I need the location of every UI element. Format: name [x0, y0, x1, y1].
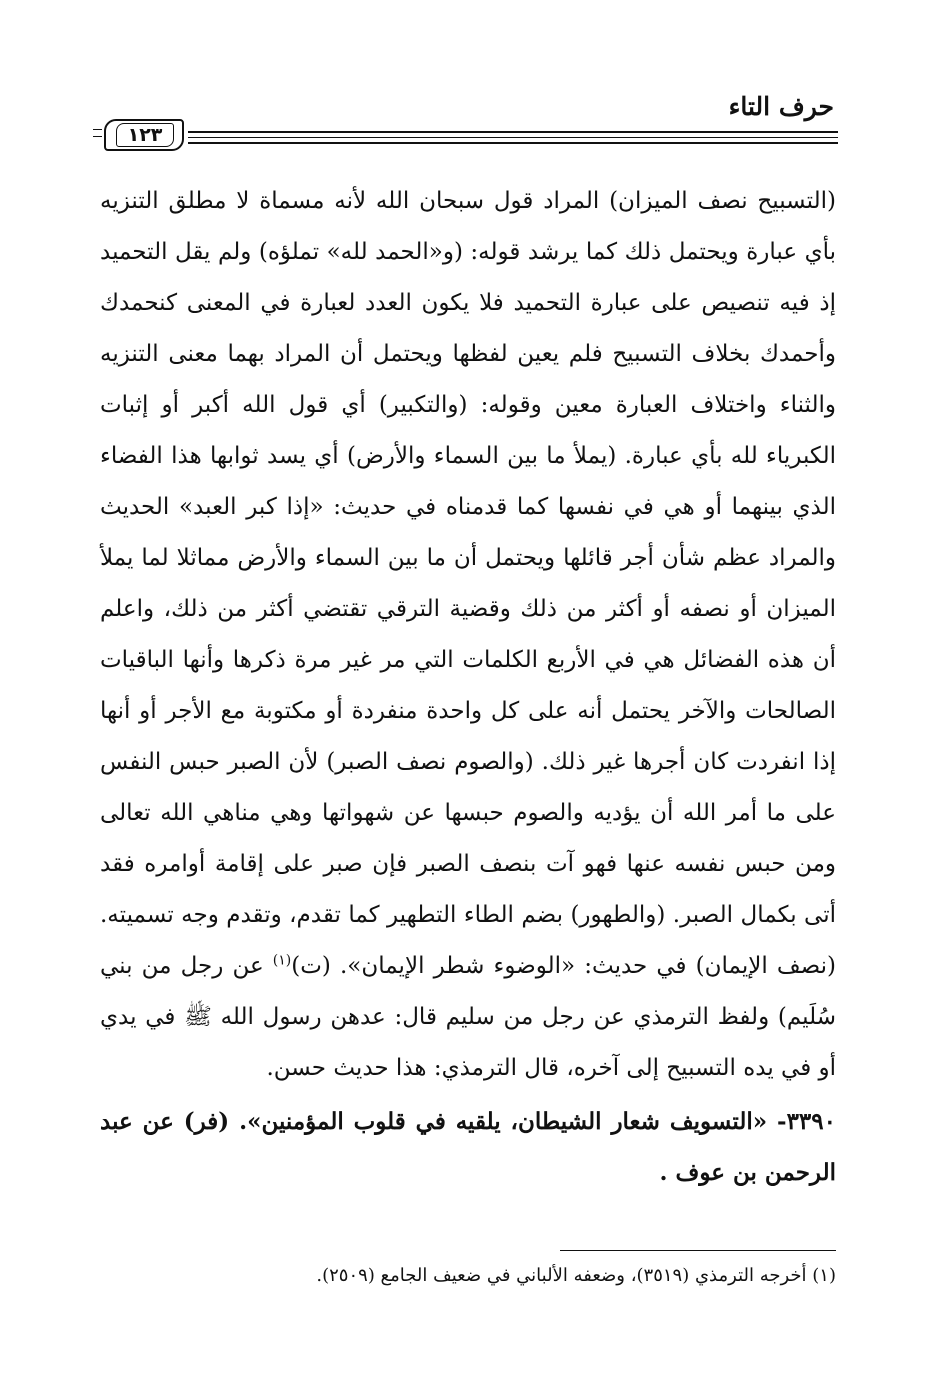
page-number: ١٢٣: [116, 123, 174, 147]
footnote-rule: [560, 1250, 836, 1251]
frame-tick-left-lower: [93, 136, 102, 137]
footnote: (١) أخرجه الترمذي (٣٥١٩)، وضعفه الألباني في ضعيف الجامع (٢٥٠٩).: [316, 1265, 836, 1286]
footnote-reference: (١): [272, 952, 292, 969]
commentary-text-tail: عن رجل من بني سُلَيم) ولفظ الترمذي عن رجل من سليم قال: عدهن رسول الله ﷺ في يدي أو في يده التسبيح إلى آخره، قال الترمذي: هذا حديث حسن.: [100, 953, 836, 1081]
frame-tick-left: [93, 129, 102, 130]
hadith-entry: ٣٣٩٠- «التسويف شعار الشيطان، يلقيه في قلوب المؤمنين». (فر) عن عبد الرحمن بن عوف .: [100, 1108, 836, 1186]
header-rule-lower: [188, 142, 838, 144]
commentary-paragraph: [100, 176, 836, 1094]
header-rule-thin: [188, 137, 838, 138]
header-rule: [188, 131, 838, 133]
running-title: حرف التاء: [728, 92, 834, 121]
main-text: [100, 176, 836, 1198]
commentary-text: (التسبيح نصف الميزان) المراد قول سبحان الله لأنه مسماة لا مطلق التنزيه بأي عبارة ويحتمل ذلك كما يرشد قوله: (و«الحمد لله» تملؤه) ولم يقل التحميد إذ فيه تنصيص على عبارة التحميد فلا يكون العدد لعبارة في المعنى كنحمدك وأحمدك بخلاف التسبيح فلم يعين لفظها ويحتمل أن المراد بهما معنى التنزيه والثناء واختلاف العبارة معين وقوله: (والتكبير) أي قول الله أكبر أو إثبات الكبرياء لله بأي عبارة. (يملأ ما بين السماء والأرض) أي يسد ثوابها هذا الفضاء الذي بينهما أو هي في نفسها كما قدمناه في حديث: «إذا كبر العبد» الحديث والمراد عظم شأن أجر قائلها ويحتمل أن ما بين السماء والأرض مماثلا لما يملأ الميزان أو نصفه أو أكثر من ذلك وقضية الترقي تقتضي أكثر من ذلك، واعلم أن هذه الفضائل هي في الأربع الكلمات التي مر غير مرة ذكرها وأنها الباقيات الصالحات والآخر يحتمل أنه على كل واحدة منفردة أو مكتوبة مع الأجر أو أنها إذا انفردت كان أجرها غير ذلك. (والصوم نصف الصبر) لأن الصبر حبس النفس على ما أمر الله أن يؤديه والصوم حبسها عن شهواتها وهي مناهي الله تعالى ومن حبس نفسه عنها فهو آت بنصف الصبر فإن صبر على إقامة أوامره فقد أتى بكمال الصبر. (والطهور) بضم الطاء التطهير كما تقدم، وتقدم وجه تسميته. (نصف الإيمان) في حديث: «الوضوء شطر الإيمان». (ت): [100, 188, 836, 979]
